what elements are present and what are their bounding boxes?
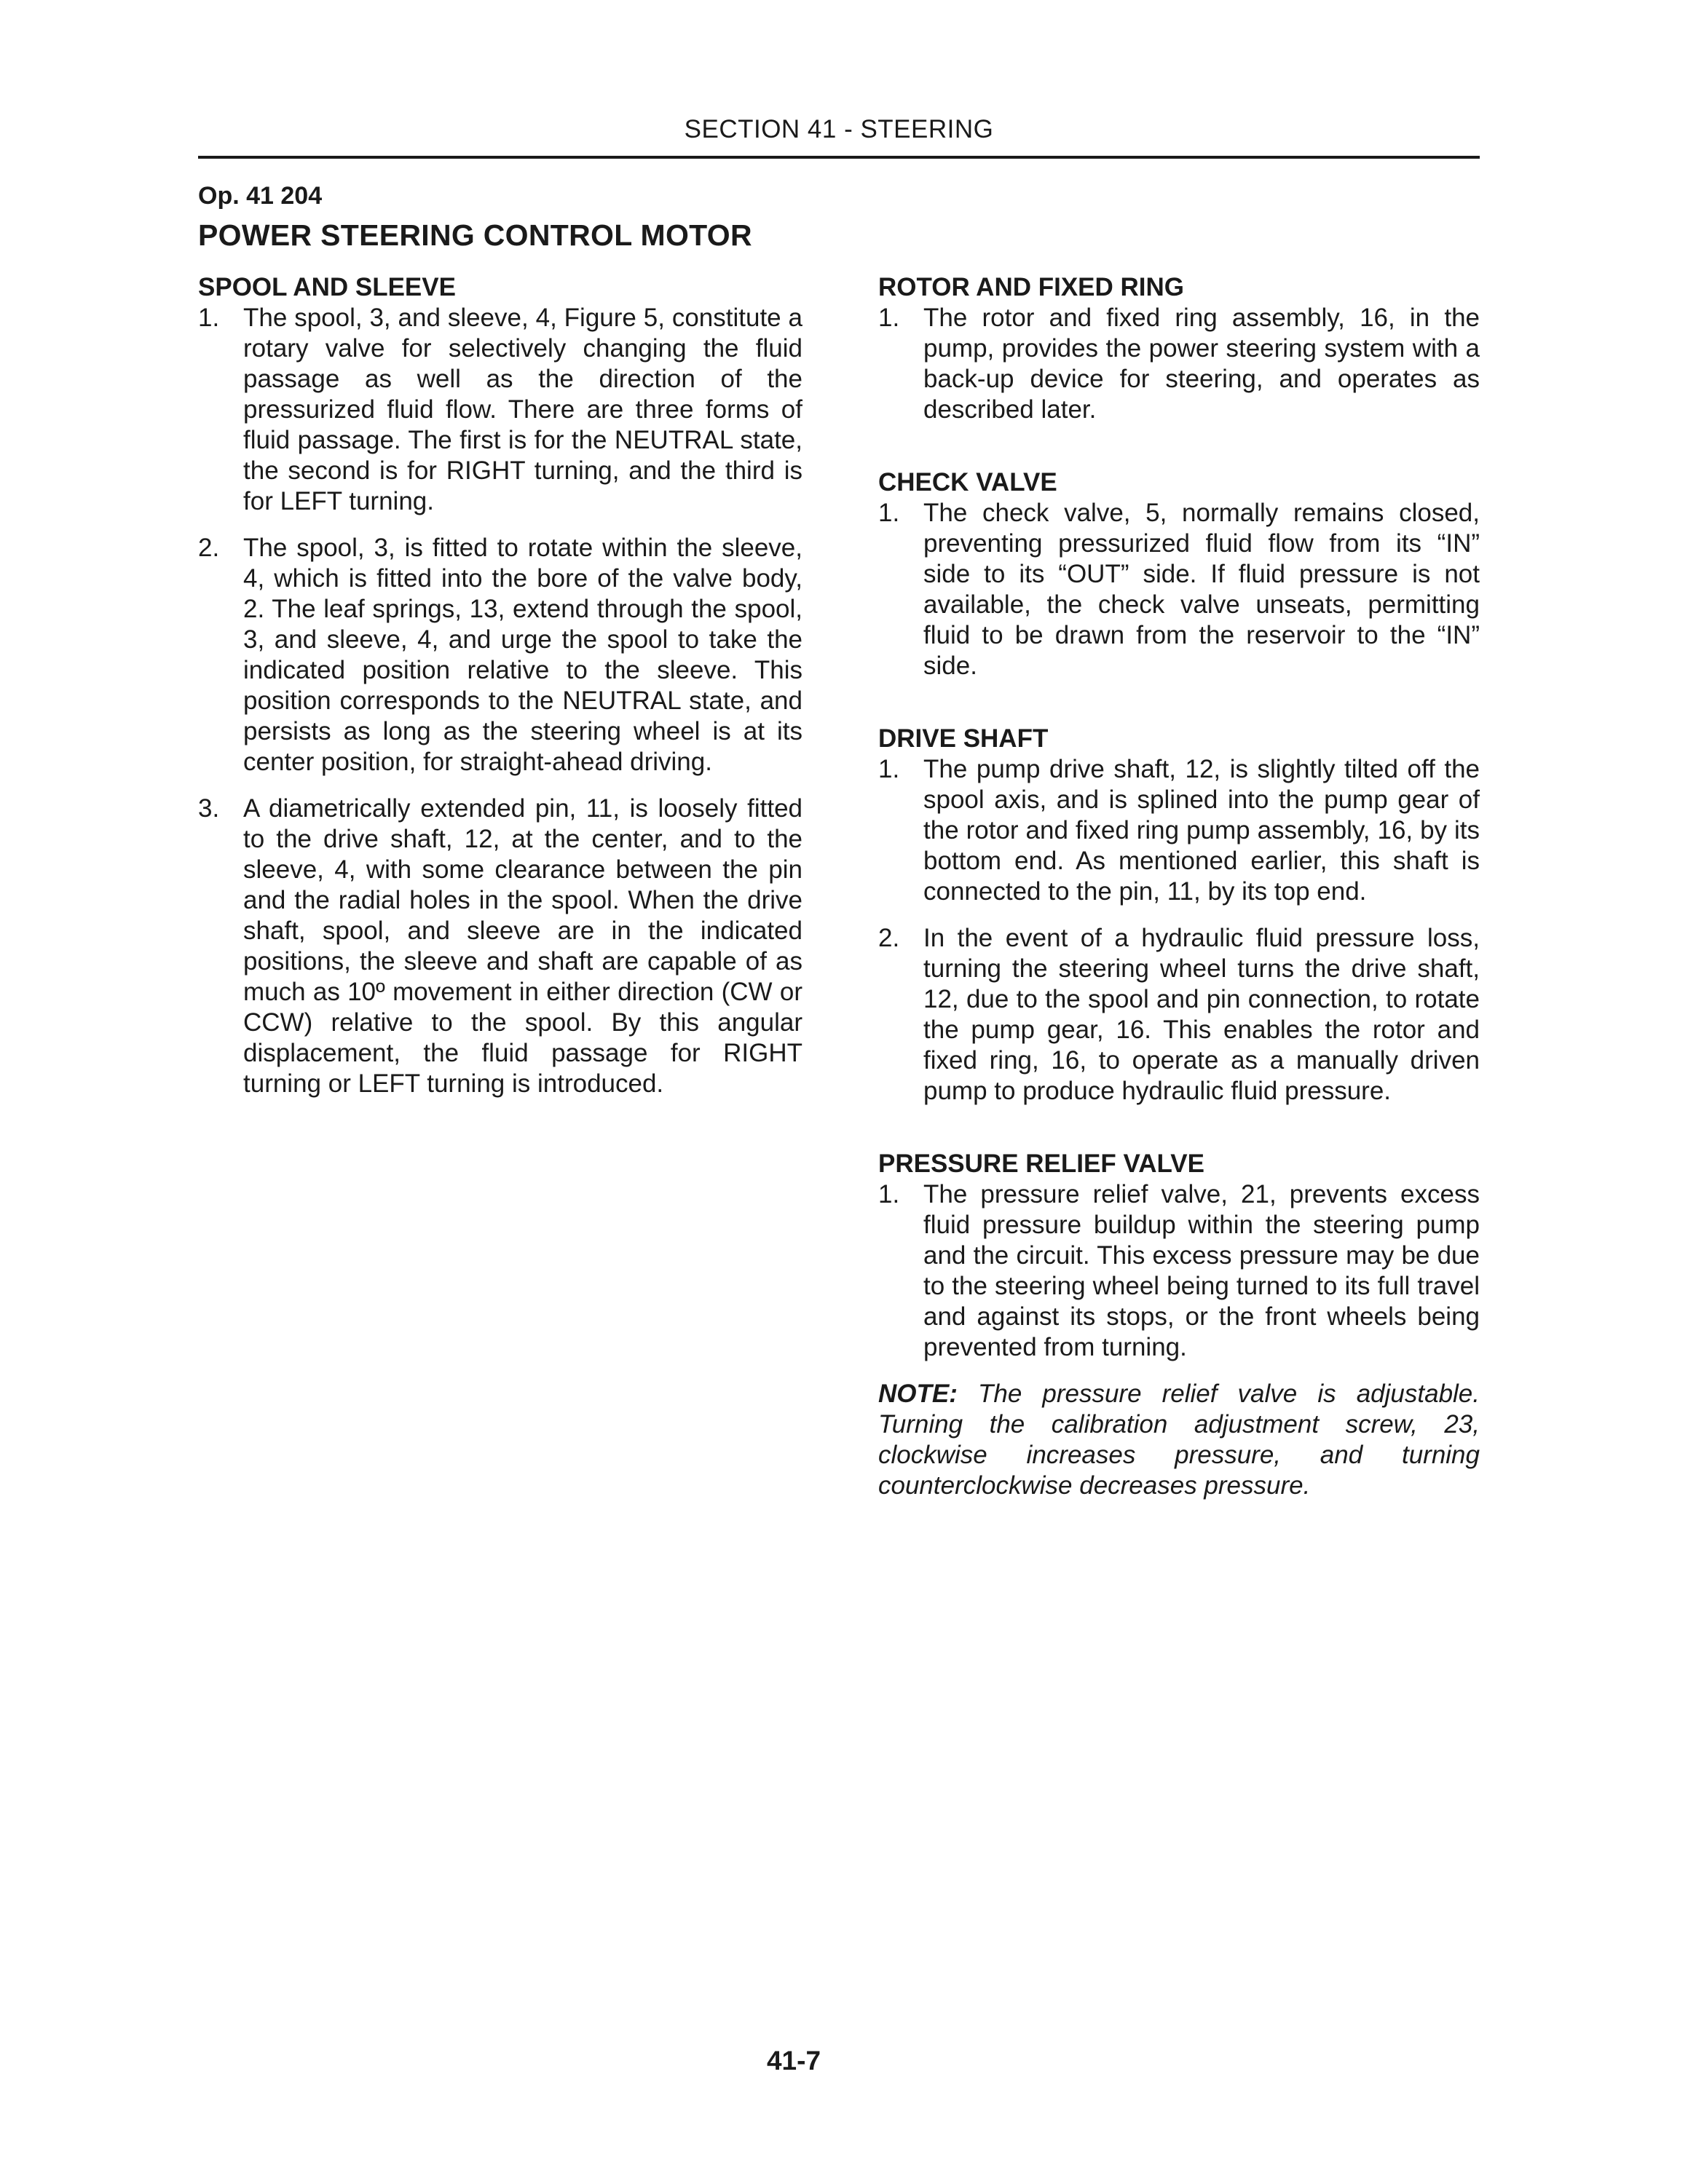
- item-number: 2.: [198, 534, 220, 562]
- note-label: NOTE:: [878, 1380, 958, 1408]
- section-heading: ROTOR AND FIXED RING: [878, 273, 1185, 301]
- list-item: [878, 923, 1480, 1107]
- item-text: The check valve, 5, normally remains closed, preventing pressurized fluid flow from its “IN” side to its “OUT” side. If fluid pressure is not available, the check valve unseats, permitting fluid to be drawn from the reservoir to the “IN” side.: [923, 499, 1480, 680]
- note-text: The pressure relief valve is adjustable. Turning the calibration adjustment screw, 23, clockwise increases pressure, and turning counterclockwise decreases pressure.: [878, 1380, 1480, 1500]
- item-number: 1.: [198, 304, 220, 332]
- operation-number: Op. 41 204: [198, 182, 323, 210]
- list-item: [198, 533, 802, 778]
- item-number: 1.: [878, 755, 900, 783]
- item-text: The pump drive shaft, 12, is slightly tilted off the spool axis, and is splined into the pump gear of the rotor and fixed ring pump assembly, 16, by its bottom end. As mentioned earlier, this shaft is connected to the pin, 11, by its top end.: [923, 755, 1480, 906]
- note: [878, 1379, 1480, 1501]
- header-rule: [198, 156, 1480, 159]
- right-column: [878, 272, 1480, 1543]
- list-item: [198, 794, 802, 1099]
- item-number: 1.: [878, 499, 900, 527]
- list-item: [198, 303, 802, 517]
- section-header: SECTION 41 - STEERING: [684, 115, 994, 143]
- list-item: [878, 1179, 1480, 1363]
- item-text: The spool, 3, and sleeve, 4, Figure 5, constitute a rotary valve for selectively changing the fluid passage as well as the direction of the pressurized fluid flow. There are three forms of fluid passage. The first is for the NEUTRAL state, the second is for RIGHT turning, and the third is for LEFT turning.: [243, 304, 802, 515]
- page-title: POWER STEERING CONTROL MOTOR: [198, 218, 752, 252]
- item-number: 3.: [198, 794, 220, 823]
- section-heading: PRESSURE RELIEF VALVE: [878, 1150, 1204, 1178]
- section-heading: DRIVE SHAFT: [878, 724, 1049, 753]
- check-valve-section: [878, 467, 1480, 681]
- item-text: The rotor and fixed ring assembly, 16, in the pump, provides the power steering system with a back-up device for steering, and operates as described later.: [923, 304, 1480, 424]
- page-number: 41-7: [766, 2046, 821, 2076]
- section-heading: SPOOL AND SLEEVE: [198, 273, 456, 301]
- left-column: [198, 272, 802, 1142]
- spool-and-sleeve-section: [198, 272, 802, 1099]
- item-text: The spool, 3, is fitted to rotate within the sleeve, 4, which is fitted into the bore of the valve body, 2. The leaf springs, 13, extend through the spool, 3, and sleeve, 4, and urge the spool to take the indicated position relative to the sleeve. This position corresponds to the NEUTRAL state, and persists as long as the steering wheel is at its center position, for straight-ahead driving.: [243, 534, 802, 776]
- item-number: 1.: [878, 304, 900, 332]
- item-text: The pressure relief valve, 21, prevents excess fluid pressure buildup within the steering pump and the circuit. This excess pressure may be due to the steering wheel being turned to its full travel and against its stops, or the front wheels being prevented from turning.: [923, 1180, 1480, 1361]
- item-number: 2.: [878, 924, 900, 952]
- item-text: In the event of a hydraulic fluid pressure loss, turning the steering wheel turns the drive shaft, 12, due to the spool and pin connection, to rotate the pump gear, 16. This enables the rotor and fixed ring, 16, to operate as a manually driven pump to produce hydraulic fluid pressure.: [923, 924, 1480, 1105]
- pressure-relief-valve-section: [878, 1149, 1480, 1501]
- list-item: [878, 303, 1480, 425]
- list-item: [878, 498, 1480, 681]
- drive-shaft-section: [878, 724, 1480, 1107]
- item-text: A diametrically extended pin, 11, is loosely fitted to the drive shaft, 12, at the center, and to the sleeve, 4, with some clearance between the pin and the radial holes in the spool. When the drive shaft, spool, and sleeve are in the indicated positions, the sleeve and shaft are capable of as much as 10º movement in either direction (CW or CCW) relative to the spool. By this angular displacement, the fluid passage for RIGHT turning or LEFT turning is introduced.: [243, 794, 802, 1098]
- item-number: 1.: [878, 1180, 900, 1208]
- section-heading: CHECK VALVE: [878, 468, 1057, 496]
- list-item: [878, 754, 1480, 907]
- rotor-and-fixed-ring-section: [878, 272, 1480, 425]
